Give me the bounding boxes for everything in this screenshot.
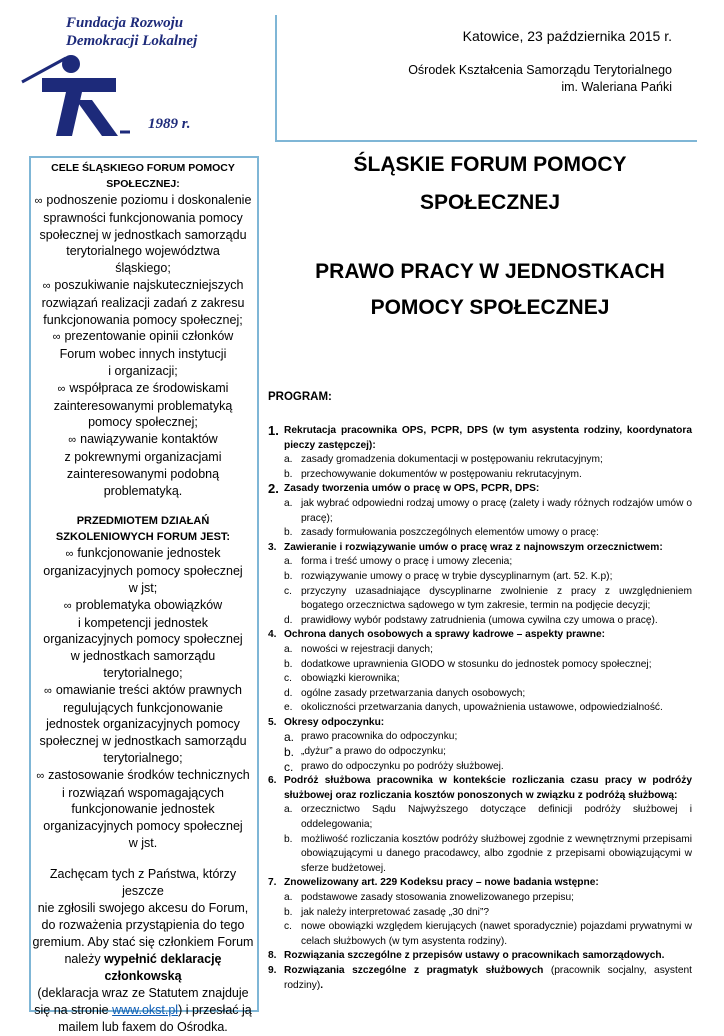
list-item-text: pomocy społecznej; (88, 415, 198, 430)
program-subitem (284, 658, 692, 673)
program-subitem-text: zasady formułowania poszczególnych elementów umowy o pracę: (301, 527, 599, 539)
sidebar (32, 160, 254, 1036)
program-subitem-text: jak wybrać odpowiedni rodzaj umowy o pracę (zalety i wady różnych rodzajów umów o pracę); (301, 497, 692, 524)
program-subitem (284, 453, 692, 468)
program-item-title-text: Znowelizowany art. 229 Kodeksu pracy – nowe badania wstępne: (284, 877, 599, 889)
program-subitem-text: prawo pracownika do odpoczynku; (301, 731, 458, 743)
program-item (268, 541, 692, 556)
list-item-text: i rozwiązań wspomagających (62, 785, 224, 800)
program-subitem (284, 555, 692, 570)
program-subitem-letter: b. (284, 468, 293, 480)
list-item-text: z pokrewnymi organizacjami (64, 449, 222, 464)
list-item-text: regulujących funkcjonowanie (63, 700, 223, 715)
list-item (32, 682, 254, 767)
program-item (268, 424, 692, 453)
list-item-text: współpraca ze środowiskami (69, 380, 229, 395)
program-item (268, 628, 692, 643)
program-subitem-text: nowe obowiązki względem kierujących (nawet sporadycznie) pojazdami prywatnymi w celach służbowych (w tym asystenta rodziny). (301, 921, 692, 947)
program-label: PROGRAM: (268, 391, 332, 403)
program-subitem-letter: d. (284, 687, 293, 699)
program-subitem-letter: a. (284, 892, 293, 903)
program-subitem-text: rozwiązywanie umowy o pracę w trybie dyscyplinarnym (art. 52. K.p); (301, 570, 613, 582)
infinity-bullet-icon: ∞ (34, 195, 43, 207)
program-subitem (284, 745, 692, 760)
list-item (32, 380, 254, 431)
program-subitem-text: dodatkowe uprawnienia GIODO w stosunku do jednostek pomocy społecznej; (301, 658, 652, 670)
program-subitem (284, 833, 692, 877)
list-item-text: terytorialnego; (103, 750, 183, 765)
list-item-text: terytorialnego województwa (66, 244, 220, 259)
program-item-end: . (320, 979, 324, 991)
program-item-number: 5. (268, 716, 277, 728)
program-item-number: 1. (268, 423, 279, 438)
program-item-number: 8. (268, 950, 277, 962)
list-item-text: organizacyjnych pomocy społecznej (43, 819, 243, 834)
goals-list (32, 192, 254, 499)
program-item-title (284, 628, 692, 643)
program-item (268, 482, 692, 497)
program-item-number: 3. (268, 541, 277, 553)
program-item (268, 876, 692, 891)
program-item-number: 7. (268, 877, 277, 889)
program-subitem-letter: c. (284, 673, 292, 685)
program-subitem-text: jak należy interpretować zasadę „30 dni”? (301, 906, 490, 918)
program-subitem-letter: a. (284, 730, 295, 745)
program-subitem-text: obowiązki kierownika; (301, 673, 400, 685)
program-item (268, 964, 692, 993)
program-subitem-text: ogólne zasady przetwarzania danych osobowych; (301, 687, 526, 699)
list-item-text: rozwiązań realizacji zadań z zakresu (41, 295, 245, 310)
list-item-text: w jednostkach samorządu (70, 649, 216, 664)
program-item-title (284, 716, 692, 731)
program-subitem-letter: a. (284, 556, 293, 568)
foundation-year: 1989 r. (148, 116, 191, 132)
program-subitem (284, 803, 692, 832)
list-item-text: w jst. (128, 835, 158, 850)
program-subitem (284, 526, 692, 541)
list-item (32, 597, 254, 682)
program-item-number: 4. (268, 629, 277, 641)
program-item-number: 9. (268, 964, 277, 976)
list-item-text: sprawności funkcjonowania pomocy (43, 210, 243, 225)
program-item-title (284, 774, 692, 803)
list-item-text: w jst; (128, 580, 158, 595)
training-title: PRAWO PRACY W JEDNOSTKACH POMOCY SPOŁECZNEJ (315, 260, 665, 319)
program-item-title-text: Zasady tworzenia umów o pracę w OPS, PCPR, DPS: (284, 483, 540, 495)
program-subitem (284, 906, 692, 921)
goals-heading: CELE ŚLĄSKIEGO FORUM POMOCY SPOŁECZNEJ: (51, 162, 235, 190)
program-subitem-text: przyczyny uzasadniające dyscyplinarne zwolnienie z pracy z uwzględnieniem bogatego orzecznictwa sądowego w tym zakresie, termin na podjęcie decyzji; (301, 585, 692, 612)
program-subitem-letter: e. (284, 702, 293, 714)
program-subitem (284, 687, 692, 702)
program-item-title-text: Rozwiązania szczególne z pragmatyk służbowych (284, 964, 544, 976)
program-subitem (284, 891, 692, 906)
infinity-bullet-icon: ∞ (63, 599, 72, 612)
program-subitem (284, 760, 692, 775)
list-item-text: społecznej w jednostkach samorządu (39, 734, 247, 749)
program-subitem-letter: c. (284, 759, 294, 774)
program-subitem-letter: b. (284, 658, 293, 670)
program-subitem (284, 701, 692, 716)
program-subitem (284, 585, 692, 614)
list-item-text: i organizacji; (108, 363, 178, 378)
program-item-title (284, 482, 692, 497)
program-subitem-letter: a. (284, 643, 293, 655)
program-subitem-letter: b. (284, 570, 293, 582)
infinity-bullet-icon: ∞ (42, 279, 51, 292)
list-item-text: społecznej w jednostkach samorządu (39, 227, 247, 242)
program-subitem-text: okoliczności przetwarzania danych, upoważnienia ustawowe, odpowiedzialność. (301, 702, 663, 714)
program-item-title-text: Rozwiązania szczególne z przepisów ustawy o pracownikach samorządowych. (284, 950, 665, 962)
program-item-number: 6. (268, 775, 277, 787)
list-item-text: jednostek organizacyjnych pomocy (46, 717, 240, 732)
program-subitem-letter: c. (284, 585, 292, 597)
program-item (268, 774, 692, 803)
program-item-title (284, 949, 692, 964)
program-item (268, 716, 692, 731)
list-item-text: zastosowanie środków technicznych (48, 767, 250, 782)
program-subitem-letter: a. (284, 497, 293, 509)
list-item-text: funkcjonowanie jednostek (71, 802, 215, 817)
list-item-text: funkcjonowanie jednostek (77, 546, 221, 561)
program-item-title-text: Okresy odpoczynku: (284, 716, 385, 728)
program-subitem (284, 643, 692, 658)
list-item-text: zainteresowanymi podobną (66, 466, 220, 481)
infinity-bullet-icon: ∞ (65, 548, 74, 561)
program-subitem (284, 497, 692, 526)
program-subitem-text: możliwość rozliczania kosztów podróży służbowej zgodnie z wewnętrznymi przepisami obowiązującymi u danego pracodawcy, albo zgodnie z przepisami obowiązującymi w sferze budżetowej. (301, 833, 692, 874)
subjects-list (32, 545, 254, 851)
program-item-title-text: Ochrona danych osobowych a sprawy kadrowe – aspekty prawne: (284, 629, 606, 641)
list-item-text: problematyka obowiązków (75, 597, 223, 612)
program-subitem-letter: b. (284, 745, 295, 760)
list-item-text: organizacyjnych pomocy społecznej (43, 564, 243, 579)
program-subitem (284, 570, 692, 585)
infinity-bullet-icon: ∞ (43, 684, 52, 697)
program-subitem-text: nowości w rejestracji danych; (301, 643, 433, 655)
subjects-heading: PRZEDMIOTEM DZIAŁAŃ SZKOLENIOWYCH FORUM JEST: (55, 515, 231, 544)
list-item-text: Forum wobec innych instytucji (59, 347, 227, 362)
infinity-bullet-icon: ∞ (52, 331, 61, 344)
membership-invitation: Zachęcam tych z Państwa, którzy jeszcze nie zgłosili swojego akcesu do Forum, do rozważenia przystąpienia do tego gremium. Aby stać się członkiem Forum należy wypełnić deklarację członkowską (deklaracja wraz ze Statutem znajduje się na stronie www.okst.pl) i przesłać ją mailem lub faxem do Ośrodka. (32, 866, 254, 1034)
program-subitem-letter: b. (284, 906, 293, 918)
program-item-title-text: Zawieranie i rozwiązywanie umów o pracę wraz z najnowszym orzecznictwem: (284, 541, 663, 553)
list-item (32, 767, 254, 852)
list-item-text: funkcjonowania pomocy społecznej; (43, 312, 243, 327)
list-item-text: poszukiwanie najskuteczniejszych (54, 277, 244, 292)
program-subitem-text: prawo do odpoczynku po podróży służbowej. (301, 760, 504, 772)
program-subitem-text: „dyżur” a prawo do odpoczynku; (301, 746, 446, 758)
program-item-title-text: Rekrutacja pracownika OPS, PCPR, DPS (w tym asystenta rodziny, koordynatora pieczy zastępczej): (284, 425, 692, 451)
infinity-bullet-icon: ∞ (68, 434, 77, 447)
program-subitem-letter: a. (284, 804, 293, 816)
document-date: Katowice, 23 października 2015 r. (462, 28, 672, 44)
program-subitem-letter: b. (284, 833, 293, 845)
program-subitem-letter: d. (284, 614, 293, 626)
foundation-logo-icon (20, 40, 130, 140)
program-item-title (284, 424, 692, 453)
program-item-note: (pracownik socjalny, asystent rodziny) (284, 964, 692, 991)
list-item (32, 431, 254, 499)
website-link[interactable]: www.okst.pl (112, 1002, 179, 1017)
list-item-text: omawianie treści aktów prawnych (55, 682, 243, 697)
forum-title: ŚLĄSKIE FORUM POMOCY SPOŁECZNEJ (353, 153, 627, 214)
infinity-bullet-icon: ∞ (36, 769, 45, 782)
program-subitem (284, 614, 692, 629)
list-item (32, 328, 254, 379)
program-subitem-letter: a. (284, 454, 293, 466)
list-item (32, 545, 254, 596)
program-item-title-text: Podróż służbowa pracownika w kontekście rozliczania czasu pracy w podróży służbowej oraz rozliczania kosztów ponoszonych w związku z podróżą służbową: (284, 775, 692, 801)
program-subitem-text: orzecznictwo Sądu Najwyższego dotyczące definicji podróży służbowej i oddelegowania; (301, 804, 692, 831)
list-item-text: prezentowanie opinii członków (64, 329, 234, 344)
organizer: Ośrodek Kształcenia Samorządu Terytorialnego im. Waleriana Pańki (408, 63, 672, 94)
program-subitem (284, 920, 692, 949)
program-subitem (284, 730, 692, 745)
list-item-text: zainteresowanymi problematyką (53, 398, 233, 413)
list-item-text: podnoszenie poziomu i doskonalenie (46, 193, 252, 207)
program-item-title (284, 876, 692, 891)
program-item (268, 949, 692, 964)
program-subitem-text: podstawowe zasady stosowania znowelizowanego przepisu; (301, 892, 574, 903)
list-item-text: problematyką. (103, 483, 183, 498)
program-item-number: 2. (268, 481, 279, 497)
list-item (32, 277, 254, 328)
list-item-text: i kompetencji jednostek (78, 615, 208, 630)
program-item-title (284, 541, 692, 556)
program-subitem-letter: c. (284, 921, 292, 933)
list-item-text: nawiązywanie kontaktów (80, 432, 218, 447)
program-subitem-text: prawidłowy wybór podstawy zatrudnienia (umowa cywilna czy umowa o pracę). (301, 614, 658, 626)
list-item-text: organizacyjnych pomocy społecznej (43, 632, 243, 647)
list-item-text: śląskiego; (115, 261, 171, 276)
program-subitem-text: przechowywanie dokumentów w postępowaniu rekrutacyjnym. (301, 468, 582, 480)
program-subitem (284, 672, 692, 687)
list-item-text: terytorialnego; (103, 665, 183, 680)
list-item (32, 192, 254, 277)
program-item-title (284, 964, 692, 993)
infinity-bullet-icon: ∞ (57, 382, 66, 395)
program-subitem-text: forma i treść umowy o pracę i umowy zlecenia; (301, 556, 513, 568)
program-subitem-letter: b. (284, 527, 293, 539)
foundation-name: Fundacja Rozwoju Demokracji Lokalnej (66, 15, 198, 49)
program-list (268, 424, 692, 993)
program-subitem-text: zasady gromadzenia dokumentacji w postępowaniu rekrutacyjnym; (301, 454, 603, 466)
program-subitem (284, 468, 692, 483)
